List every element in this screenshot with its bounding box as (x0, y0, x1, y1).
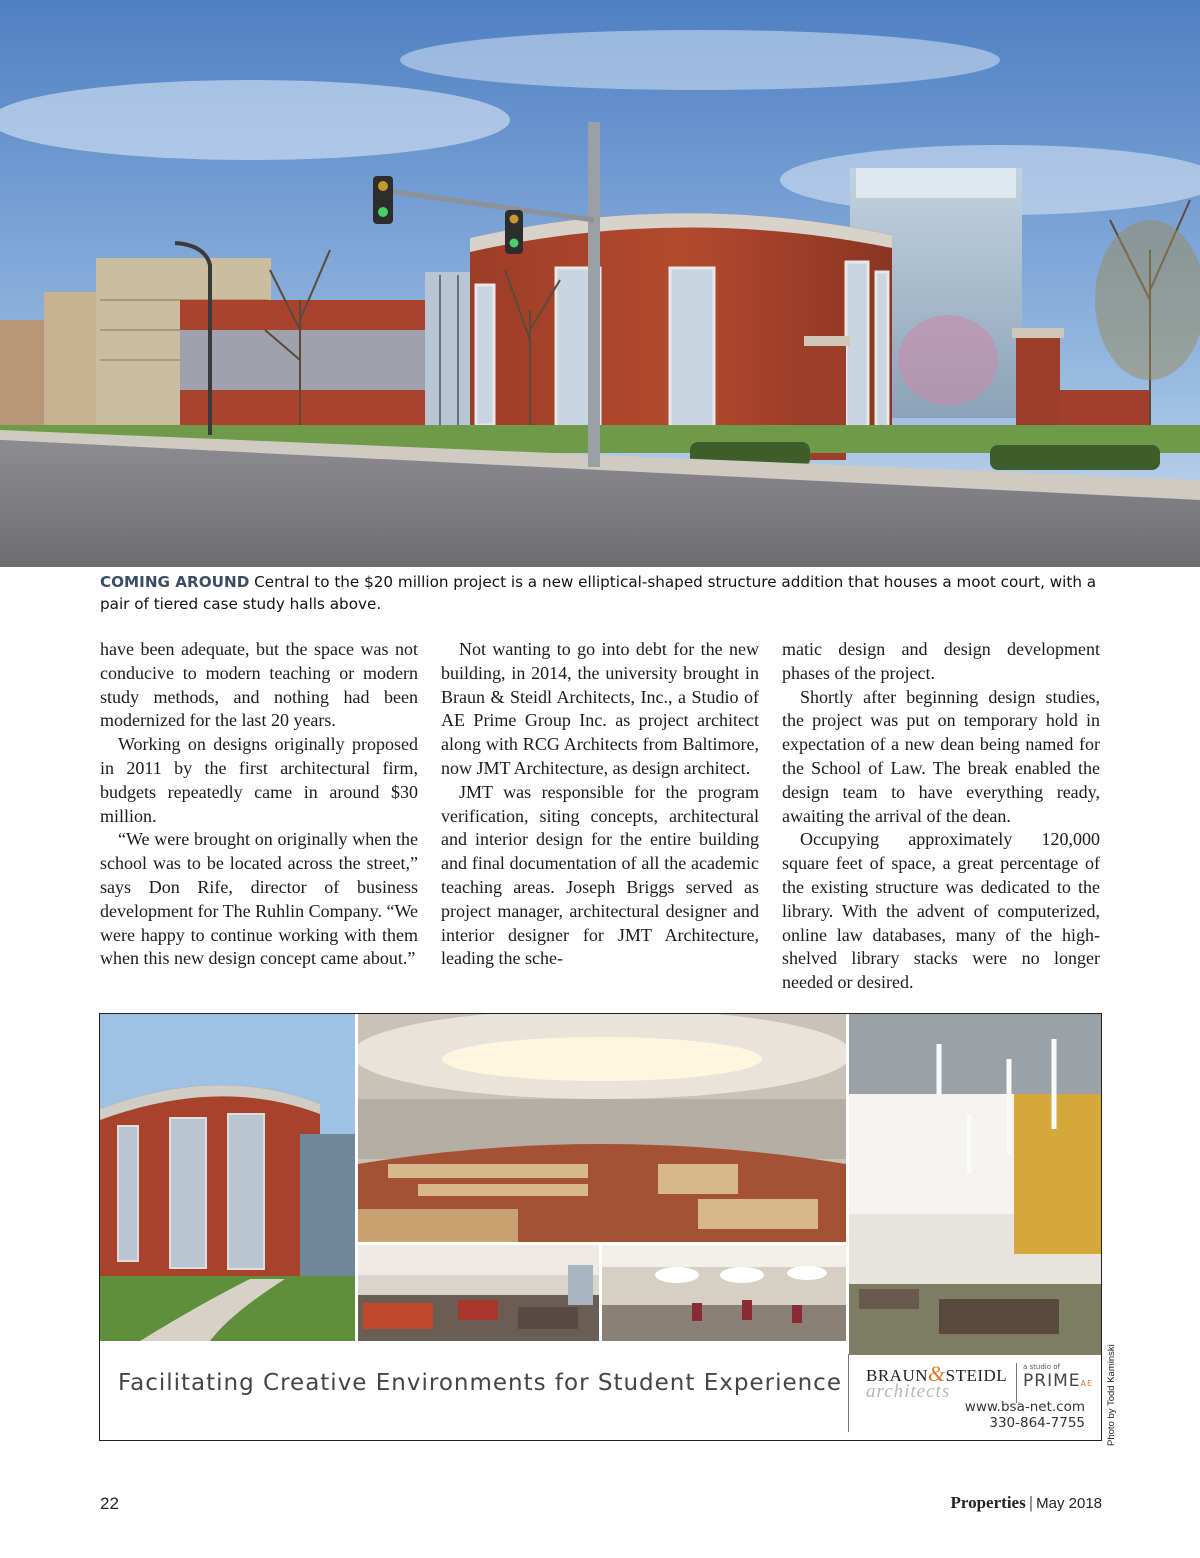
brand-name-braun: BRAUN (866, 1366, 929, 1385)
article-column-1 (100, 638, 418, 971)
paragraph: Shortly after beginning design studies, the project was put on temporary hold in expectation of a new dean being named for the School of Law. The break enabled the design team to have everything ready, awaiting the arrival of the dean. (782, 686, 1100, 826)
paragraph: have been adequate, but the space was not conducive to modern teaching or modern study methods, and nothing had been modernized for the last 20 years. (100, 639, 418, 731)
hero-photo-illustration (0, 0, 1200, 567)
ad-tagline: Facilitating Creative Environments for Student Experience (118, 1370, 842, 1396)
braun-steidl-logo (866, 1361, 1094, 1403)
article-column-2 (441, 638, 759, 971)
advertisement (99, 1013, 1102, 1441)
ad-photo-study-hall (602, 1245, 846, 1341)
ad-contact (900, 1399, 1085, 1431)
footer-separator: | (1028, 1493, 1034, 1512)
magazine-name: Properties (950, 1493, 1026, 1512)
prime-wordmark: PRIME (1023, 1371, 1081, 1391)
ad-divider (848, 1354, 849, 1432)
brand-ampersand: & (928, 1361, 946, 1386)
prime-studio-label: a studio of (1023, 1363, 1060, 1371)
brand-name-steidl: STEIDL (945, 1366, 1008, 1385)
paragraph: “We were brought on originally when the school was to be located across the street,” says Don Rife, director of business development for The Ruhlin Company. “We were happy to continue working with them when this new design concept came about.” (100, 829, 418, 969)
paragraph: JMT was responsible for the program verification, siting concepts, architectural and interior design for the entire building and final documentation of all the academic teaching areas. Joseph Briggs served as project manager, architectural designer and interior designer for JMT Architecture, leading the sche- (441, 781, 759, 969)
photo-caption (100, 571, 1110, 615)
paragraph: matic design and design development phases of the project. (782, 639, 1100, 683)
ad-photo-moot-court (358, 1014, 846, 1242)
prime-ae-logo (1016, 1363, 1093, 1403)
prime-name (1023, 1371, 1093, 1391)
paragraph: Occupying approximately 120,000 square feet of space, a great percentage of the existing structure was dedicated to the library. With the advent of computerized, online law databases, many of the high-shelved library stacks were no longer needed or desired. (782, 829, 1100, 993)
hero-photo (0, 0, 1200, 567)
page-number: 22 (100, 1494, 119, 1513)
caption-lead: COMING AROUND (100, 573, 250, 591)
ad-photo-lounge (358, 1245, 599, 1341)
magazine-footer (950, 1493, 1102, 1513)
ad-phone: 330-864-7755 (989, 1415, 1085, 1431)
brand-subtitle: architects (866, 1381, 951, 1402)
paragraph: Working on designs originally proposed in 2011 by the first architectural firm, budgets repeatedly came in around $30 million. (100, 734, 418, 826)
ad-website[interactable]: www.bsa-net.com (964, 1399, 1085, 1415)
issue-date: May 2018 (1036, 1495, 1102, 1512)
ad-photo-atrium (849, 1014, 1102, 1355)
article-column-3 (782, 638, 1100, 995)
photo-credit: Photo by Todd Kaminski (1106, 1344, 1117, 1446)
paragraph: Not wanting to go into debt for the new building, in 2014, the university brought in Braun & Steidl Architects, Inc., a Studio of AE Prime Group Inc. as project architect along with RCG Architects from Baltimore, now JMT Architecture, as design architect. (441, 639, 759, 778)
prime-ae-mark: AE (1080, 1379, 1094, 1388)
ad-photo-exterior (100, 1014, 355, 1341)
caption-text: Central to the $20 million project is a new elliptical-shaped structure addition that houses a moot court, with a pair of tiered case study halls above. (100, 573, 1097, 613)
